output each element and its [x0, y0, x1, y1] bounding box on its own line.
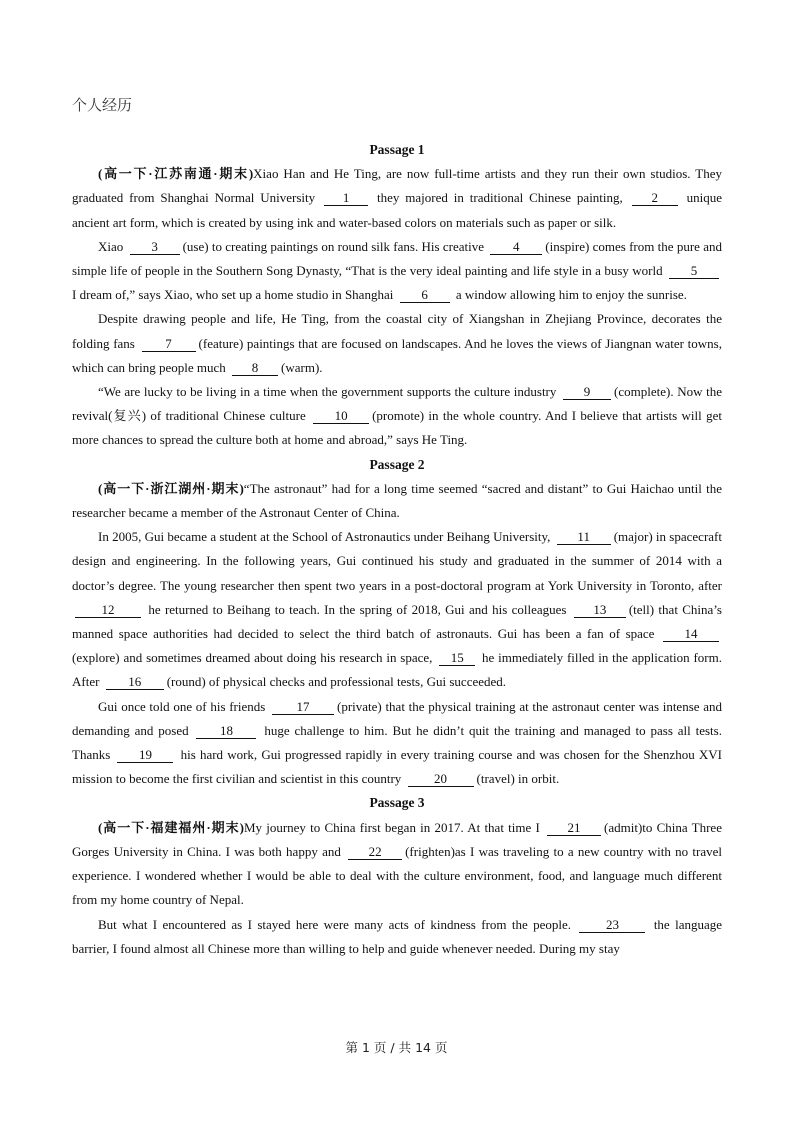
passage-title: Passage 2: [369, 456, 425, 472]
answer-blank: 22: [348, 844, 402, 860]
paragraph-text: (explore) and sometimes dreamed about doing his research in space,: [72, 650, 437, 666]
answer-blank: 15: [439, 650, 475, 666]
passage-paragraph: [72, 525, 722, 694]
answer-blank: 4: [490, 239, 542, 255]
paragraph-text: (travel) in orbit.: [476, 771, 560, 787]
paragraph-text: But what I encountered as I stayed here were many acts of kindness from the people.: [98, 916, 577, 932]
answer-blank: 6: [400, 287, 450, 303]
passage-paragraph: [72, 913, 722, 961]
passage-paragraph: [72, 695, 722, 792]
paragraph-text: (round) of physical checks and professional tests, Gui succeeded.: [166, 674, 507, 690]
paragraph-text: (frighten)as I was traveling to a new country with no travel experience. I wondered whether I would be able to deal with the culture environment, food, and language much different from my home country of Nepal.: [72, 843, 722, 908]
paragraph-text: unique ancient art form, which is created by using ink and water-based colors on materials such as paper or silk.: [72, 190, 722, 230]
passage-paragraph: [72, 162, 722, 235]
page-header-title: 个人经历: [72, 96, 133, 114]
paragraph-text: (private) that the physical training at the astronaut center was intense and demanding and posed: [72, 698, 722, 738]
passage-title: Passage 1: [369, 142, 425, 157]
paragraph-text: a window allowing him to enjoy the sunrise.: [452, 287, 687, 303]
answer-blank: 8: [232, 360, 278, 376]
answer-blank: 14: [663, 626, 719, 642]
paragraph-text: (tell) that China’s manned space authorities had decided to select the third batch of astronauts. Gui has been a fan of space: [72, 601, 722, 642]
paragraph-text: (promote) in the whole country. And I believe that artists will get more chances to spread the culture both at home and abroad,” says He Ting.: [72, 408, 722, 448]
paragraph-text: (major) in spacecraft design and engineering. In the following years, Gui continued his study and graduated in the summer of 2014 with a doctor’s degree. The young researcher then spent two years in a post-doctoral program at York University in Toronto, after: [72, 529, 722, 593]
paragraph-text: My journey to China first began in 2017. At that time I: [243, 819, 545, 835]
answer-blank: 19: [117, 747, 173, 763]
paragraph-text: Despite drawing people and life, He Ting, from the coastal city of Xiangshan in Zhejiang Province, decorates the folding fans: [72, 311, 722, 351]
answer-blank: 11: [557, 529, 611, 545]
answer-blank: 13: [574, 602, 626, 618]
answer-blank: 21: [547, 820, 601, 836]
paragraph-text: he immediately filled in the application form. After: [72, 650, 722, 690]
answer-blank: 5: [669, 263, 719, 279]
answer-blank: 2: [632, 190, 678, 206]
answer-blank: 9: [563, 384, 611, 400]
answer-blank: 20: [408, 771, 474, 787]
answer-blank: 3: [130, 239, 180, 255]
paragraph-text: they majored in traditional Chinese painting,: [371, 190, 629, 206]
document-body: [72, 138, 722, 961]
paragraph-text: his hard work, Gui progressed rapidly in every training course and was chosen for the Shenzhou XVI mission to become the first civilian and scientist in this country: [72, 747, 722, 787]
answer-blank: 10: [313, 408, 369, 424]
answer-blank: 7: [142, 336, 196, 352]
source-tag: (高一下·浙江湖州·期末): [98, 480, 244, 496]
passage-paragraph: [72, 477, 722, 525]
paragraph-text: he returned to Beihang to teach. In the spring of 2018, Gui and his colleagues: [144, 601, 571, 617]
paragraph-text: I dream of,” says Xiao, who set up a home studio in Shanghai: [72, 287, 397, 303]
paragraph-text: Gui once told one of his friends: [98, 698, 269, 714]
source-tag: (高一下·江苏南通·期末): [98, 166, 254, 182]
paragraph-text: (feature) paintings that are focused on landscapes. And he loves the views of Jiangnan water towns, which can bring people much: [72, 335, 722, 375]
paragraph-text: Xiao Han and He Ting, are now full-time artists and they run their own studios. They graduated from Shanghai Normal University: [72, 166, 722, 206]
paragraph-text: “We are lucky to be living in a time when the government supports the culture industry: [98, 384, 561, 400]
page-number-footer: 第 1 页 / 共 14 页: [345, 1040, 448, 1055]
paragraph-text: (use) to creating paintings on round silk fans. His creative: [182, 238, 488, 254]
paragraph-text: “The astronaut” had for a long time seemed “sacred and distant” to Gui Haichao until the researcher became a member of the Astronaut Center of China.: [72, 480, 722, 521]
paragraph-text: In 2005, Gui became a student at the School of Astronautics under Beihang University,: [98, 529, 554, 545]
answer-blank: 18: [196, 723, 256, 739]
paragraph-text: (inspire) comes from the pure and simple life of people in the Southern Song Dynasty, “That is the very ideal painting and life style in a busy world: [72, 238, 722, 279]
answer-blank: 16: [106, 674, 164, 690]
passage-paragraph: [72, 235, 722, 308]
passage-title: Passage 3: [369, 795, 425, 811]
passage-paragraph: [72, 380, 722, 453]
paragraph-text: the language barrier, I found almost all Chinese more than willing to help and guide whenever needed. During my stay: [72, 916, 722, 956]
paragraph-text: (admit)to China Three Gorges University in China. I was both happy and: [72, 819, 722, 859]
paragraph-text: Xiao: [98, 238, 127, 254]
passage-paragraph: [72, 816, 722, 913]
paragraph-text: (complete). Now the revival(复兴) of traditional Chinese culture: [72, 384, 722, 424]
answer-blank: 12: [75, 602, 141, 618]
answer-blank: 17: [272, 699, 334, 715]
paragraph-text: (warm).: [281, 359, 323, 375]
answer-blank: 1: [324, 190, 368, 206]
passage-paragraph: [72, 307, 722, 380]
source-tag: (高一下·福建福州·期末): [98, 819, 244, 835]
paragraph-text: huge challenge to him. But he didn’t quit the training and managed to pass all tests. Thanks: [72, 722, 722, 763]
answer-blank: 23: [579, 917, 645, 933]
